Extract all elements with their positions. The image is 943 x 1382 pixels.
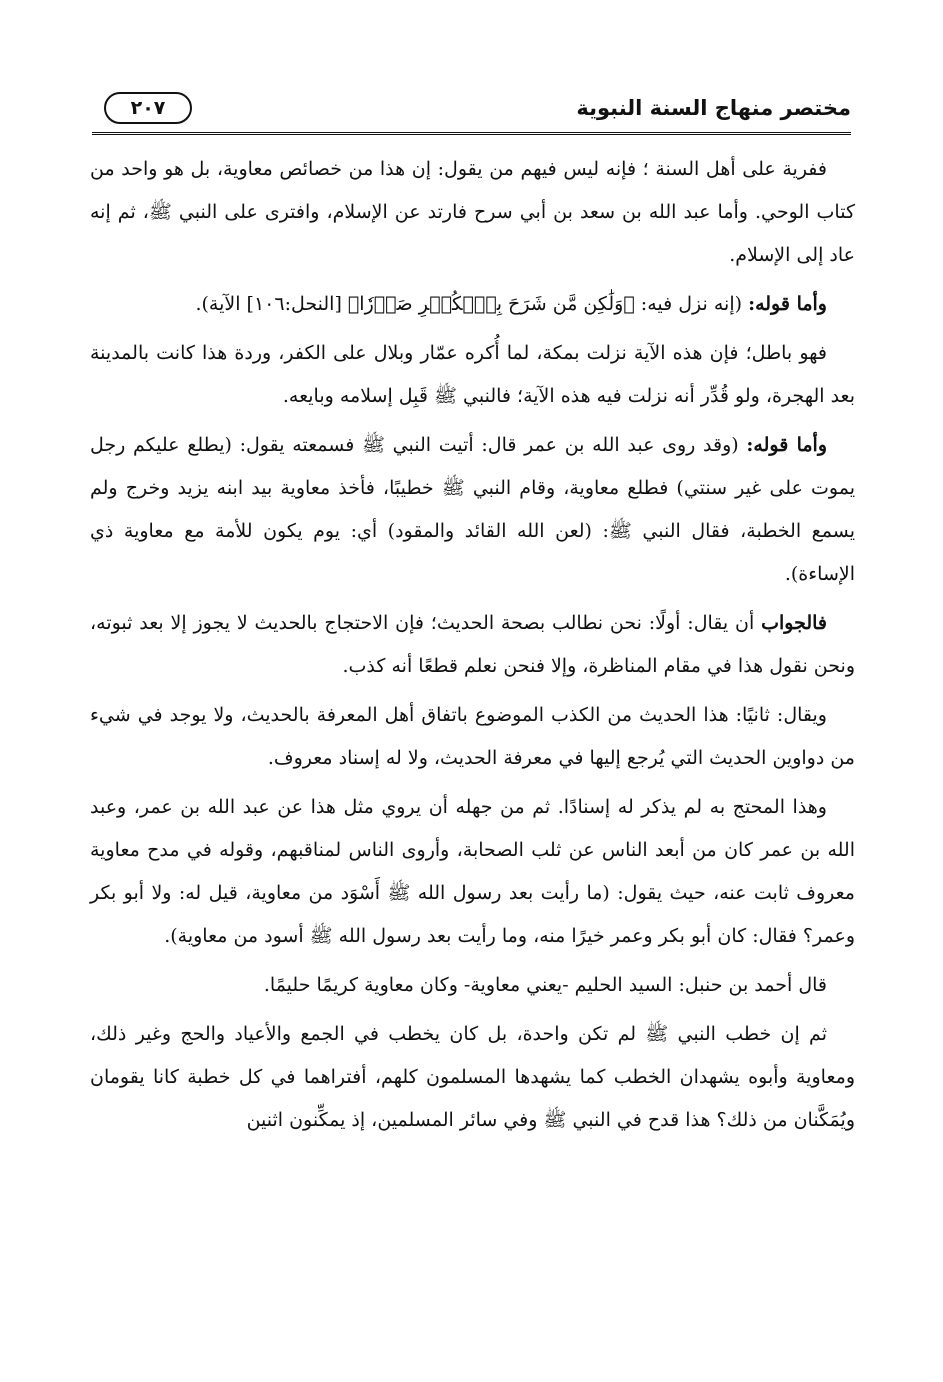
paragraph-label: وأما قوله: — [748, 293, 827, 315]
paragraph-text: ففرية على أهل السنة ؛ فإنه ليس فيهم من يقول: إن هذا من خصائص معاوية، بل هو واحد من كتاب الوحي. وأما عبد الله بن سعد بن أبي سرح فارتد عن الإسلام، وافترى على النبي ﷺ، ثم إنه عاد إلى الإسلام. — [90, 158, 855, 266]
paragraph — [90, 602, 855, 688]
running-title: مختصر منهاج السنة النبوية — [576, 96, 851, 120]
page-header — [92, 78, 851, 134]
paragraph-text: وهذا المحتج به لم يذكر له إسنادًا. ثم من جهله أن يروي مثل هذا عن عبد الله بن عمر، وعبد الله بن عمر كان من أبعد الناس عن ثلب الصحابة، وأروى الناس لمناقبهم، وقوله في مدح معاوية معروف ثابت عنه، حيث يقول: (ما رأيت بعد رسول الله ﷺ أَسْوَد من معاوية، قيل له: ولا أبو بكر وعمر؟ فقال: كان أبو بكر وعمر خيرًا منه، وما رأيت بعد رسول الله ﷺ أسود من معاوية). — [90, 796, 855, 947]
paragraph — [90, 283, 855, 326]
paragraph-text: ثم إن خطب النبي ﷺ لم تكن واحدة، بل كان يخطب في الجمع والأعياد والحج وغير ذلك، ومعاوية وأبوه يشهدان الخطب كما يشهدها المسلمون كلهم، أفتراهما في كل خطبة كانا يقومان ويُمَكَّنان من ذلك؟ هذا قدح في النبي ﷺ وفي سائر المسلمين، إذ يمكِّنون اثنين — [90, 1023, 855, 1131]
paragraph-text: (إنه نزل فيه: ﴿وَلَٰكِن مَّن شَرَحَ بِٱلۡكُفۡرِ صَدۡرٗا﴾ [النحل:١٠٦] الآية). — [195, 293, 749, 315]
paragraph-text: فهو باطل؛ فإن هذه الآية نزلت بمكة، لما أُكره عمّار وبلال على الكفر، وردة هذا كانت بالمدينة بعد الهجرة، ولو قُدِّر أنه نزلت فيه هذه الآية؛ فالنبي ﷺ قَبِل إسلامه وبايعه. — [90, 342, 855, 407]
paragraph — [90, 148, 855, 277]
paragraph-text: (وقد روى عبد الله بن عمر قال: أتيت النبي ﷺ فسمعته يقول: (يطلع عليكم رجل يموت على غير سنتي) فطلع معاوية، وقام النبي ﷺ خطيبًا، فأخذ معاوية بيد ابنه يزيد وخرج ولم يسمع الخطبة، فقال النبي ﷺ: (لعن الله القائد والمقود) أي: يوم يكون للأمة مع معاوية ذي الإساءة). — [90, 434, 855, 585]
paragraph — [90, 332, 855, 418]
paragraph — [90, 786, 855, 958]
paragraph — [90, 424, 855, 596]
body-text — [90, 148, 855, 1148]
paragraph-text: أن يقال: أولًا: نحن نطالب بصحة الحديث؛ فإن الاحتجاج بالحديث لا يجوز إلا بعد ثبوته، ونحن نقول هذا في مقام المناظرة، وإلا فنحن نعلم قطعًا أنه كذب. — [90, 612, 855, 677]
paragraph-label: فالجواب — [761, 612, 827, 634]
paragraph — [90, 964, 855, 1007]
paragraph-label: وأما قوله: — [746, 434, 827, 456]
paragraph — [90, 1013, 855, 1142]
paragraph-text: قال أحمد بن حنبل: السيد الحليم -يعني معاوية- وكان معاوية كريمًا حليمًا. — [263, 974, 827, 996]
paragraph — [90, 694, 855, 780]
paragraph-text: ويقال: ثانيًا: هذا الحديث من الكذب الموضوع باتفاق أهل المعرفة بالحديث، ولا يوجد في شيء من دواوين الحديث التي يُرجع إليها في معرفة الحديث، ولا له إسناد معروف. — [90, 704, 855, 769]
page-number: ٢٠٧ — [104, 92, 192, 124]
header-rule — [92, 132, 851, 135]
